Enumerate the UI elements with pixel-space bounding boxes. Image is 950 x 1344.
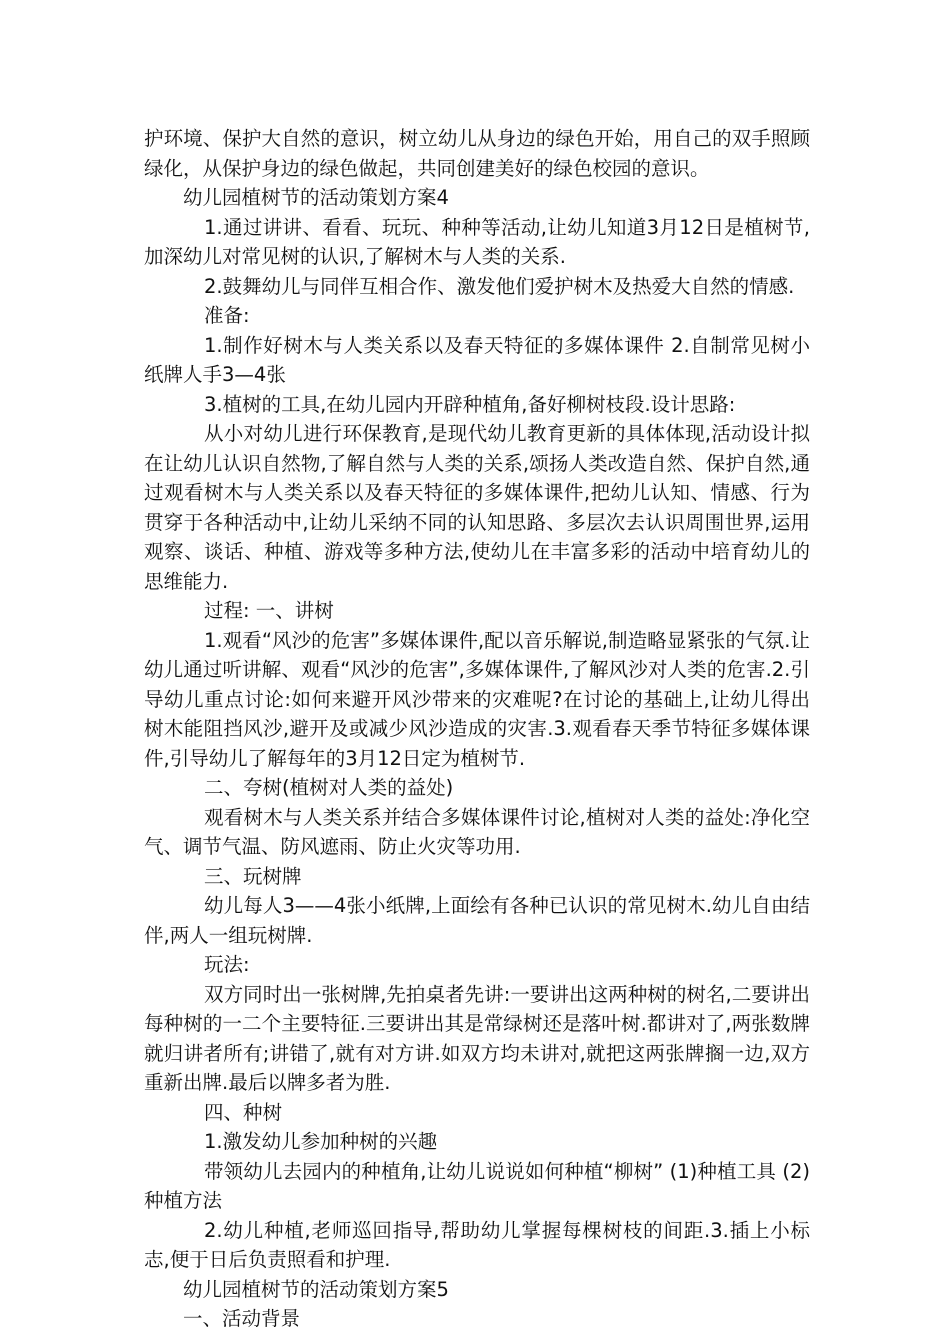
paragraph: 护环境、保护大自然的意识，树立幼儿从身边的绿色开始，用自己的双手照顾绿化，从保护身边的绿色做起，共同创建美好的绿色校园的意识。 xyxy=(144,127,810,180)
paragraph: 过程: 一、讲树 xyxy=(204,599,334,622)
paragraph: 1.通过讲讲、看看、玩玩、种种等活动,让幼儿知道3月12日是植树节,加深幼儿对常见树的认识,了解树木与人类的关系. xyxy=(144,215,810,268)
paragraph: 二、夸树(植树对人类的益处) xyxy=(204,776,454,799)
paragraph: 1.制作好树木与人类关系以及春天特征的多媒体课件 2.自制常见树小纸牌人手3—4张 xyxy=(144,333,810,386)
paragraph: 1.激发幼儿参加种树的兴趣 xyxy=(204,1130,438,1153)
paragraph: 带领幼儿去园内的种植角,让幼儿说说如何种植“柳树” (1)种植工具 (2)种植方法 xyxy=(144,1159,810,1212)
section-heading: 幼儿园植树节的活动策划方案5 xyxy=(183,1277,449,1301)
paragraph: 幼儿每人3——4张小纸牌,上面绘有各种已认识的常见树木.幼儿自由结伴,两人一组玩树牌. xyxy=(144,894,810,947)
document-body xyxy=(144,124,810,1334)
paragraph: 双方同时出一张树牌,先拍桌者先讲:一要讲出这两种树的树名,二要讲出每种树的一二个主要特征.三要讲出其是常绿树还是落叶树.都讲对了,两张数牌就归讲者所有;讲错了,就有对方讲.如双方均未讲对,就把这两张牌搁一边,双方重新出牌.最后以牌多者为胜. xyxy=(144,982,810,1094)
section-heading: 幼儿园植树节的活动策划方案4 xyxy=(183,186,449,209)
paragraph: 观看树木与人类关系并结合多媒体课件讨论,植树对人类的益处:净化空气、调节气温、防风遮雨、防止火灾等功用. xyxy=(144,805,810,858)
paragraph: 准备: xyxy=(204,304,250,327)
paragraph: 1.观看“风沙的危害”多媒体课件,配以音乐解说,制造略显紧张的气氛.让幼儿通过听讲解、观看“风沙的危害”,多媒体课件,了解风沙对人类的危害.2.引导幼儿重点讨论:如何来避开风沙带来的灾难呢?在讨论的基础上,让幼儿得出树木能阻挡风沙,避开及或减少风沙造成的灾害.3.观看春天季节特征多媒体课件,引导幼儿了解每年的3月12日定为植树节. xyxy=(144,628,810,770)
paragraph: 2.鼓舞幼儿与同伴互相合作、激发他们爱护树木及热爱大自然的情感. xyxy=(204,274,795,298)
paragraph: 三、玩树牌 xyxy=(204,864,302,888)
section-heading: 一、活动背景 xyxy=(183,1307,301,1330)
paragraph: 四、种树 xyxy=(204,1100,283,1124)
paragraph: 从小对幼儿进行环保教育,是现代幼儿教育更新的具体体现,活动设计拟在让幼儿认识自然物,了解自然与人类的关系,颂扬人类改造自然、保护自然,通过观看树木与人类关系以及春天特征的多媒体课件,把幼儿认知、情感、行为贯穿于各种活动中,让幼儿采纳不同的认知思路、多层次去认识周围世界,运用观察、谈话、种植、游戏等多种方法,使幼儿在丰富多彩的活动中培育幼儿的思维能力. xyxy=(144,422,810,593)
paragraph: 2.幼儿种植,老师巡回指导,帮助幼儿掌握每棵树枝的间距.3.插上小标志,便于日后负责照看和护理. xyxy=(144,1218,810,1271)
paragraph: 3.植树的工具,在幼儿园内开辟种植角,备好柳树枝段.设计思路: xyxy=(204,392,736,416)
paragraph: 玩法: xyxy=(204,953,250,976)
